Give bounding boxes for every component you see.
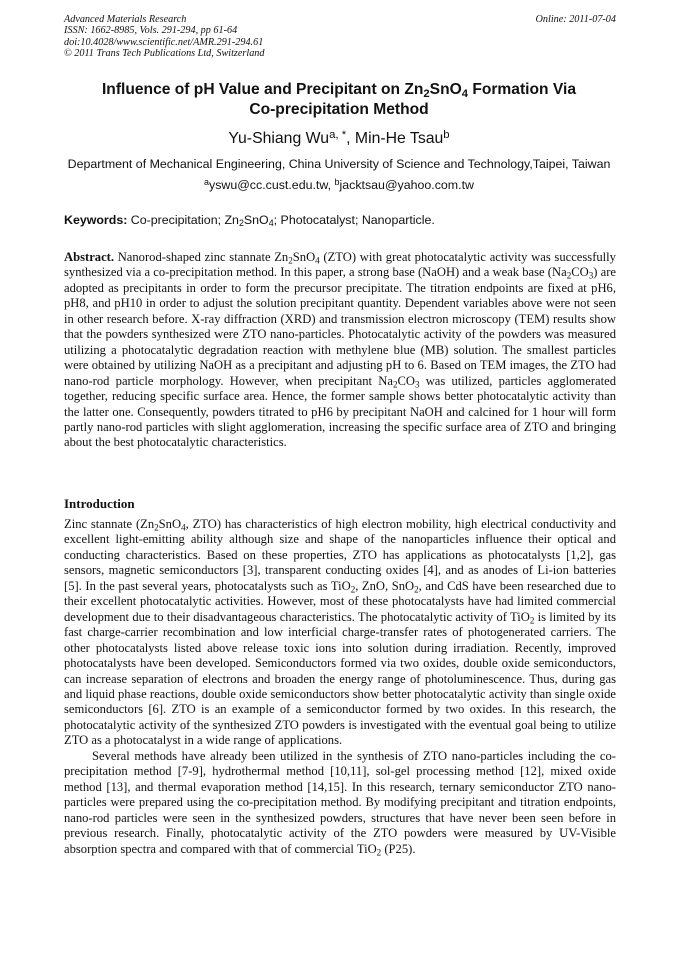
paragraph: Zinc stannate ($Zn_2SnO_4$, ZTO) has characteristics of high electron mobility, high electrical conductivity and excellent light-emitting ability although size and shape of the nanoparticles influence their optical and conducting characteristics. Based on these properties, ZTO has applications as photocatalysts [1,2], gas sensors, magnetic semiconductors [3], transparent conducting oxides [4], and as anodes of Li-ion batteries [5]. In the past several years, photocatalysts such as TiO$_2$, ZnO, SnO$_2$, and CdS have been researched due to their excellent photocatalytic activities. However, most of these photocatalysts have had limited commercial development due to their disadvantageous characteristics. The photocatalytic activity of TiO$_2$ is limited by its fast charge-carrier recombination and low interficial charge-transfer rates of photogenerated carriers. The other photocatalysts listed above release toxic ions into solution during irradiation. Recently, improved photocatalysts have been developed. Semiconductors formed via two oxides, double oxide semiconductors, can increase separation of electrons and broaden the energy range of photoluminescence. Thus, during gas and liquid phase reactions, double oxide semiconductors show better photocatalytic activity than single oxide semiconductors [6]. ZTO is an example of a semiconductor formed by two oxides. In this research, the photocatalytic activity of the synthesized ZTO powders is investigated with the eventual goal being to utilize ZTO as a photocatalyst in a wide range of applications.	[64, 517, 617, 748]
copyright-line: © 2011 Trans Tech Publications Ltd, Switzerland	[64, 48, 265, 60]
author-1: Yu-Shiang Wu	[228, 130, 330, 147]
title-line-2: Co-precipitation Method	[249, 101, 429, 118]
journal-header	[64, 14, 616, 60]
title-line-1: Influence of pH Value and Precipitant on $Zn_2SnO_4$ Formation Via	[101, 81, 577, 100]
journal-name: Advanced Materials Research	[64, 14, 187, 25]
keywords-label: Keywords:	[64, 213, 128, 227]
author-list: Yu-Shiang $Wu^{a, *}$, Min-He Tsau$^b$	[228, 128, 450, 147]
author-2: Min-He Tsau	[354, 130, 444, 147]
email-author-2: jacktsau@yahoo.com.tw	[339, 178, 474, 192]
author-emails: $^a$yswu@cc.cust.edu.tw, $^b$jacktsau@yahoo.com.tw	[204, 176, 474, 192]
section-heading-introduction: Introduction	[64, 496, 135, 511]
online-date: Online: 2011-07-04	[535, 14, 616, 25]
doi-line: doi:10.4028/www.scientific.net/AMR.291-294.61	[64, 36, 264, 48]
affiliation: Department of Mechanical Engineering, China University of Science and Technology,Taipei, Taiwan	[67, 157, 611, 171]
introduction-body	[64, 517, 616, 857]
paper-title	[40, 80, 638, 120]
email-author-1: yswu@cc.cust.edu.tw,	[209, 178, 335, 192]
abstract: Abstract. Nanorod-shaped zinc stannate $Zn_2SnO_4$ (ZTO) with great photocatalytic activity was successfully synthesized via a co-precipitation method. In this paper, a strong base (NaOH) and a weak base $(Na_2CO_3)$ are adopted as precipitants in order to form the precursor precipitate. The titration endpoints are fixed at pH6, pH8, and pH10 in order to adjust the solution precipitant quantity. Dependent variables above were not seen in other research before. X-ray diffraction (XRD) and transmission electron microscopy (TEM) results show that the powders synthesized were ZTO nano-particles. Photocatalytic activity of the powders was measured utilizing a photocatalytic degradation reaction with methylene blue (MB) solution. The smallest particles were obtained by utilizing NaOH as a precipitant and adjusting pH to 6. Based on TEM images, the ZTO had nano-rod particle morphology. However, when precipitant $Na_2CO_3$ was utilized, particles agglomerated together, reducing specific surface area. Hence, the former sample shows better photocatalytic activity than the latter one. Consequently, powders titrated to pH6 by precipitant NaOH and calcined for 1 hour will form partly nano-rod particles with slight agglomeration, increasing the specific surface area of ZTO and bringing about the best photocatalytic characteristics.	[64, 250, 617, 450]
keywords: Keywords: Co-precipitation; $Zn_2SnO_4$; Photocatalyst; Nanoparticle.	[64, 213, 435, 229]
issn-line: ISSN: 1662-8985, Vols. 291-294, pp 61-64	[64, 25, 238, 37]
paragraph: Several methods have already been utilized in the synthesis of ZTO nano-particles including the co-precipitation method [7-9], hydrothermal method [10,11], sol-gel processing method [12], mixed oxide method [13], and thermal evaporation method [14,15]. In this research, ternary semiconductor ZTO nano-particles were prepared using the co-precipitation method. By modifying precipitant and titration endpoints, nano-rod particles were seen in the synthesized powders, structures that have never been seen before in previous research. Finally, photocatalytic activity of the ZTO powders were measured by UV-Visible absorption spectra and compared with that of commercial TiO$_2$ (P25).	[64, 748, 616, 857]
abstract-label: Abstract.	[64, 250, 115, 264]
